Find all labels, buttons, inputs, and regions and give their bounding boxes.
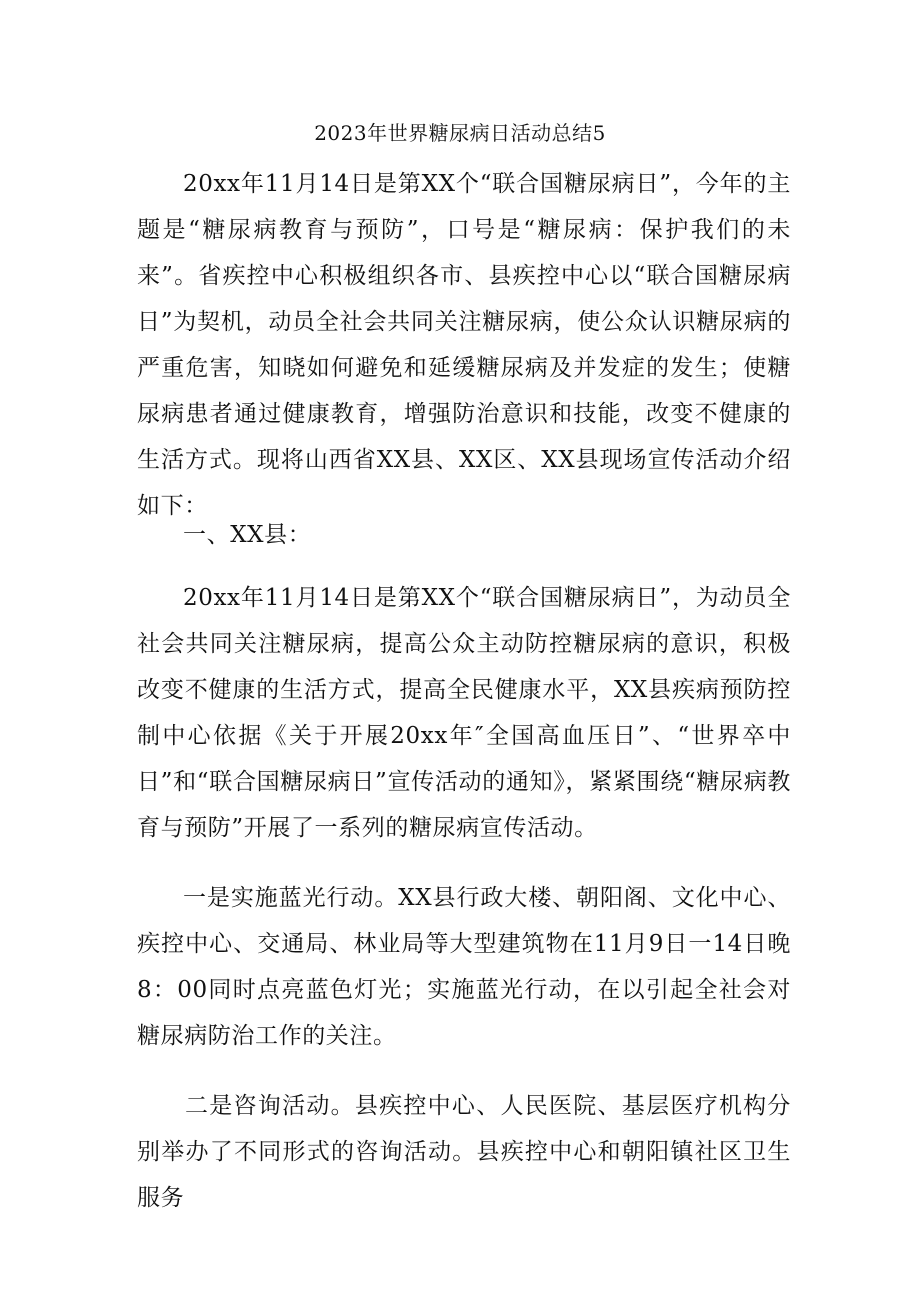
body-paragraph: 一是实施蓝光行动。XX县行政大楼、朝阳阁、文化中心、疾控中心、交通局、林业局等大型建筑物在11月9日一14日晚8：00同时点亮蓝色灯光；实施蓝光行动，在以引起全社会对糖尿病防治工作的关注。 — [137, 885, 791, 1049]
document-title: 2023年世界糖尿病日活动总结5 — [314, 121, 606, 145]
intro-paragraph: 20xx年11月14日是第XX个“联合国糖尿病日”，今年的主题是“糖尿病教育与预防”，口号是“糖尿病：保护我们的未来”。省疾控中心积极组织各市、县疾控中心以“联合国糖尿病日”为契机，动员全社会共同关注糖尿病，使公众认识糖尿病的严重危害，知晓如何避免和延缓糖尿病及并发症的发生；使糖尿病患者通过健康教育，增强防治意识和技能，改变不健康的生活方式。现将山西省XX县、XX区、XX县现场宣传活动介绍如下： — [137, 171, 791, 519]
body-paragraph: 20xx年11月14日是第XX个“联合国糖尿病日”，为动员全社会共同关注糖尿病，提高公众主动防控糖尿病的意识，积极改变不健康的生活方式，提高全民健康水平，XX县疾病预防控制中心依据《关于开展20xx年″全国高血压日”、“世界卒中日”和“联合国糖尿病日”宣传活动的通知》，紧紧围绕“糖尿病教育与预防”开展了一系列的糖尿病宣传活动。 — [137, 585, 791, 841]
section-heading: 一、XX县： — [183, 522, 312, 548]
body-paragraph: 二是咨询活动。县疾控中心、人民医院、基层医疗机构分别举办了不同形式的咨询活动。县疾控中心和朝阳镇社区卫生服务 — [137, 1093, 791, 1211]
